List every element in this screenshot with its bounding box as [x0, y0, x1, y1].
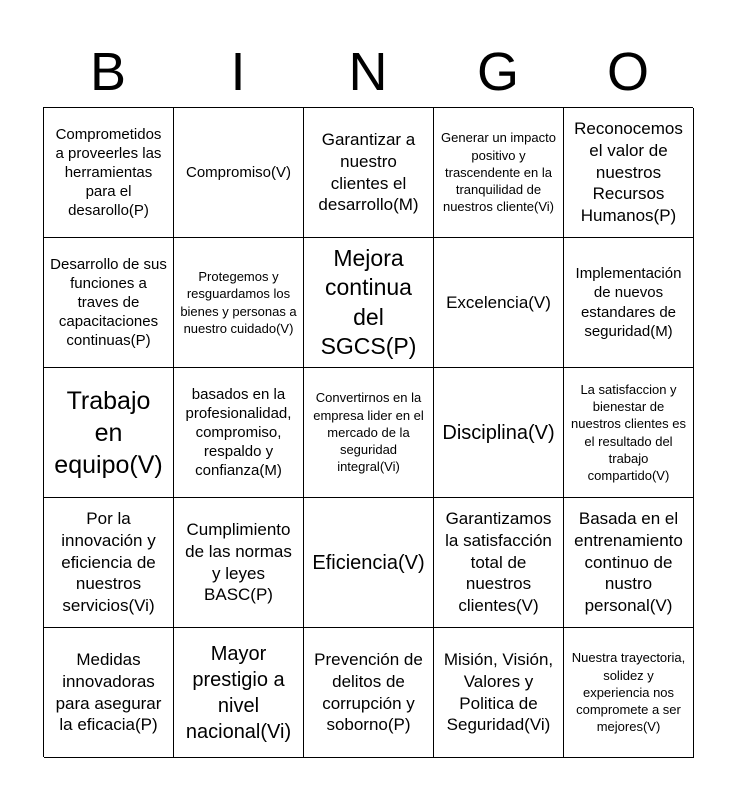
bingo-cell[interactable]: Implementación de nuevos estandares de seguridad(M)	[564, 238, 694, 368]
bingo-cell[interactable]: Convertirnos en la empresa lider en el mercado de la seguridad integral(Vi)	[304, 368, 434, 498]
bingo-cell[interactable]: Nuestra trayectoria, solidez y experiencia nos compromete a ser mejores(V)	[564, 628, 694, 758]
bingo-cell[interactable]: basados en la profesionalidad, compromiso, respaldo y confianza(M)	[174, 368, 304, 498]
bingo-cell[interactable]: Generar un impacto positivo y trascendente en la tranquilidad de nuestros cliente(Vi)	[434, 108, 564, 238]
header-letter-o: O	[606, 42, 649, 102]
bingo-cell[interactable]: Protegemos y resguardamos los bienes y personas a nuestro cuidado(V)	[174, 238, 304, 368]
bingo-cell[interactable]: Misión, Visión, Valores y Politica de Seguridad(Vi)	[434, 628, 564, 758]
bingo-header	[43, 36, 693, 108]
bingo-cell[interactable]: Desarrollo de sus funciones a traves de capacitaciones continuas(P)	[44, 238, 174, 368]
header-letter-b: B	[89, 42, 127, 102]
bingo-cell[interactable]: Prevención de delitos de corrupción y soborno(P)	[304, 628, 434, 758]
bingo-cell[interactable]: Comprometidos a proveerles las herramientas para el desarollo(P)	[44, 108, 174, 238]
header-letter-i: I	[230, 42, 246, 102]
bingo-cell[interactable]: Garantizamos la satisfacción total de nuestros clientes(V)	[434, 498, 564, 628]
bingo-cell[interactable]: Mejora continua del SGCS(P)	[304, 238, 434, 368]
bingo-cell[interactable]: La satisfaccion y bienestar de nuestros clientes es el resultado del trabajo compartido(V)	[564, 368, 694, 498]
bingo-cell[interactable]: Trabajo en equipo(V)	[44, 368, 174, 498]
bingo-cell[interactable]: Cumplimiento de las normas y leyes BASC(P)	[174, 498, 304, 628]
bingo-cell[interactable]: Eficiencia(V)	[304, 498, 434, 628]
header-letter-n: N	[348, 42, 388, 102]
bingo-cell[interactable]: Excelencia(V)	[434, 238, 564, 368]
bingo-cell[interactable]: Disciplina(V)	[434, 368, 564, 498]
bingo-cell[interactable]: Mayor prestigio a nivel nacional(Vi)	[174, 628, 304, 758]
bingo-cell[interactable]: Medidas innovadoras para asegurar la eficacia(P)	[44, 628, 174, 758]
bingo-cell[interactable]: Compromiso(V)	[174, 108, 304, 238]
bingo-cell[interactable]: Basada en el entrenamiento continuo de nustro personal(V)	[564, 498, 694, 628]
bingo-cell[interactable]: Por la innovación y eficiencia de nuestros servicios(Vi)	[44, 498, 174, 628]
bingo-cell[interactable]: Garantizar a nuestro clientes el desarrollo(M)	[304, 108, 434, 238]
bingo-board	[43, 107, 693, 757]
header-letter-g: G	[476, 42, 519, 102]
bingo-cell[interactable]: Reconocemos el valor de nuestros Recursos Humanos(P)	[564, 108, 694, 238]
